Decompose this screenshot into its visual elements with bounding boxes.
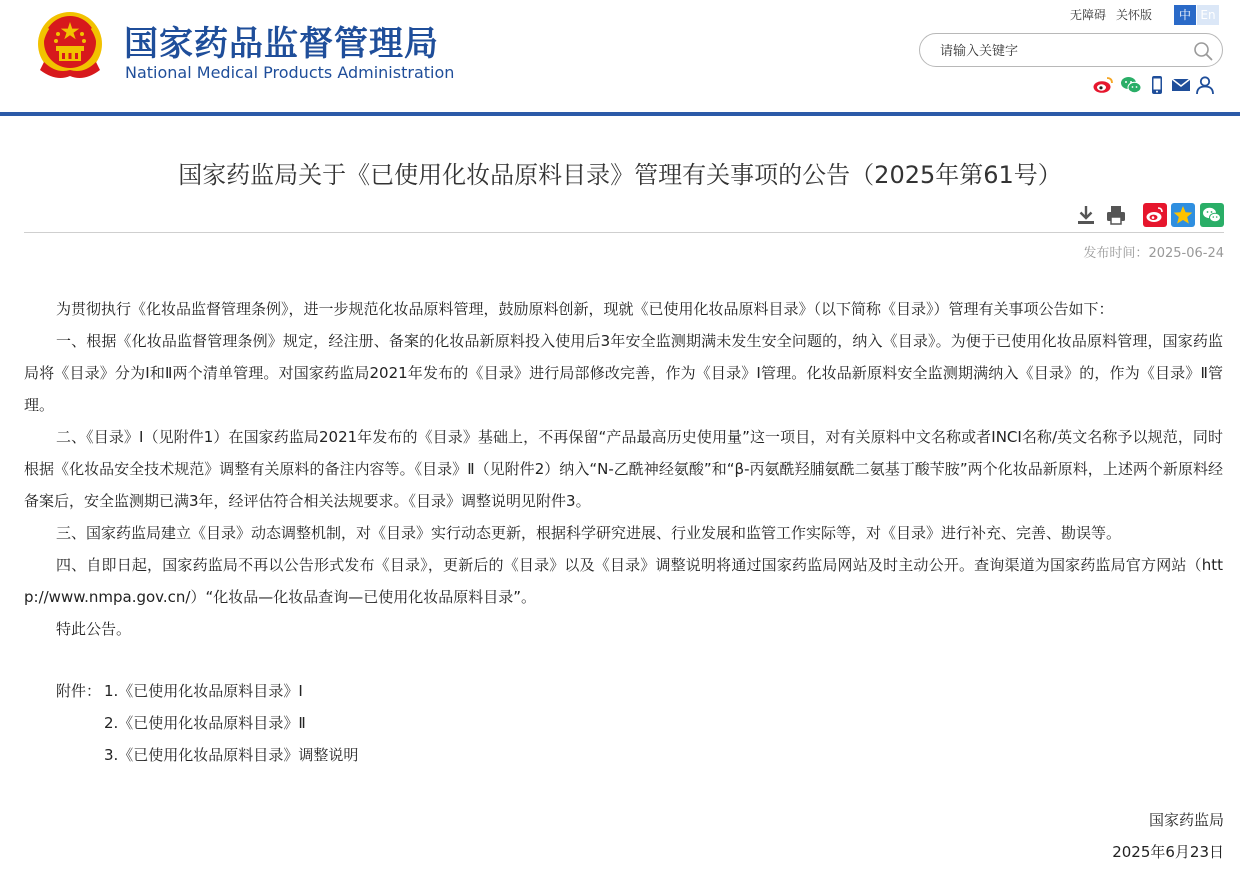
share-wechat-icon[interactable]: [1200, 203, 1224, 227]
paragraph-1: 一、根据《化妆品监督管理条例》规定，经注册、备案的化妆品新原料投入使用后3年安全监测期满未发生安全问题的，纳入《目录》。为便于已使用化妆品原料管理，国家药监局将《目录》分为Ⅰ和Ⅱ两个清单管理。对国家药监局2021年发布的《目录》进行局部修改完善，作为《目录》Ⅰ管理。化妆品新原料安全监测期满纳入《目录》的，作为《目录》Ⅱ管理。: [24, 332, 1223, 414]
lang-zh-button[interactable]: 中: [1174, 5, 1196, 25]
top-links: [1062, 5, 1228, 23]
paragraph-4: 四、自即日起，国家药监局不再以公告形式发布《目录》，更新后的《目录》以及《目录》调整说明将通过国家药监局网站及时主动公开。查询渠道为国家药监局官方网站（http://www.nmpa.gov.cn/）“化妆品—化妆品查询—已使用化妆品原料目录”。: [24, 556, 1223, 606]
care-mode-link[interactable]: 关怀版: [1116, 8, 1153, 22]
site-header: [0, 0, 1240, 112]
title-divider: [24, 232, 1224, 233]
mail-icon[interactable]: [1170, 74, 1192, 96]
search-input[interactable]: [938, 40, 1182, 62]
signature-date: 2025年6月23日: [1112, 843, 1224, 861]
search-box: [919, 33, 1223, 67]
social-links: [1092, 74, 1222, 98]
article-tools: [1074, 201, 1226, 229]
search-icon[interactable]: [1192, 40, 1214, 62]
publish-date-value: 2025-06-24: [1148, 246, 1224, 261]
user-icon[interactable]: [1194, 74, 1216, 96]
signature-org: 国家药监局: [1148, 811, 1224, 829]
header-divider-bar: [0, 112, 1240, 116]
share-qzone-icon[interactable]: [1171, 203, 1195, 227]
print-icon[interactable]: [1104, 203, 1128, 227]
paragraph-2: 二、《目录》Ⅰ（见附件1）在国家药监局2021年发布的《目录》基础上，不再保留“产品最高历史使用量”这一项目，对有关原料中文名称或者INCI名称/英文名称予以规范，同时根据《化妆品安全技术规范》调整有关原料的备注内容等。《目录》Ⅱ（见附件2）纳入“N-乙酰神经氨酸”和“β-丙氨酰羟脯氨酰二氨基丁酸苄胺”两个化妆品新原料，上述两个新原料经备案后，安全监测期已满3年，经评估符合相关法规要求。《目录》调整说明见附件3。: [24, 428, 1223, 510]
attachment-link-2[interactable]: 2.《已使用化妆品原料目录》Ⅱ: [104, 714, 306, 732]
article-body: [24, 293, 1223, 645]
paragraph-intro: 为贯彻执行《化妆品监督管理条例》，进一步规范化妆品原料管理，鼓励原料创新，现就《已使用化妆品原料目录》（以下简称《目录》）管理有关事项公告如下：: [56, 300, 1114, 318]
mobile-icon[interactable]: [1146, 74, 1168, 96]
weibo-icon[interactable]: [1092, 74, 1114, 96]
publish-date-label: 发布时间：: [1083, 246, 1149, 261]
attachment-link-3[interactable]: 3.《已使用化妆品原料目录》调整说明: [104, 746, 359, 764]
attachments-label: 附件：: [56, 682, 102, 700]
national-emblem-icon: [36, 10, 104, 82]
article-title: 国家药监局关于《已使用化妆品原料目录》管理有关事项的公告（2025年第61号）: [178, 161, 1062, 189]
wechat-icon[interactable]: [1120, 74, 1142, 96]
accessibility-link[interactable]: 无障碍: [1070, 8, 1107, 22]
publish-date: [1083, 242, 1224, 261]
site-name-en[interactable]: National Medical Products Administration: [125, 63, 455, 82]
site-name-cn[interactable]: 国家药品监督管理局: [124, 24, 439, 64]
lang-en-button[interactable]: En: [1197, 5, 1219, 25]
paragraph-3: 三、国家药监局建立《目录》动态调整机制，对《目录》实行动态更新，根据科学研究进展、行业发展和监管工作实际等，对《目录》进行补充、完善、勘误等。: [56, 524, 1122, 542]
signature: [1112, 804, 1224, 868]
download-icon[interactable]: [1074, 203, 1098, 227]
paragraph-closing: 特此公告。: [56, 620, 132, 638]
attachment-link-1[interactable]: 1.《已使用化妆品原料目录》Ⅰ: [104, 682, 303, 700]
share-weibo-icon[interactable]: [1143, 203, 1167, 227]
